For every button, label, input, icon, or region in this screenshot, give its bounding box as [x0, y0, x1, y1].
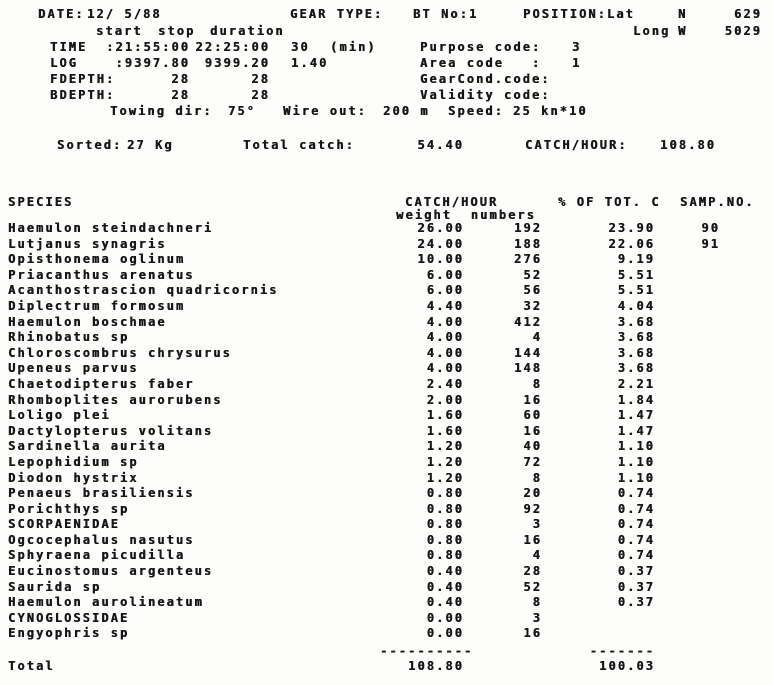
species-weight: 1.20	[426, 454, 464, 469]
species-numbers: 16	[523, 532, 542, 547]
speed-label: Speed:	[448, 104, 504, 118]
time-start: :21:55:00	[106, 40, 190, 54]
species-numbers: 412	[514, 314, 542, 329]
species-name: Haemulon boschmae	[8, 314, 167, 329]
species-numbers: 3	[532, 610, 542, 625]
log-label: LOG	[50, 56, 78, 70]
species-name: Sphyraena picudilla	[8, 548, 186, 563]
gear-type-label: GEAR TYPE:	[290, 7, 384, 21]
species-numbers: 8	[532, 595, 542, 610]
species-weight: 0.40	[426, 595, 464, 610]
species-pct: 1.10	[617, 470, 655, 485]
fdepth-start: 28	[171, 72, 190, 86]
species-name: Penaeus brasiliensis	[8, 486, 195, 501]
species-pct: 0.74	[617, 486, 655, 501]
species-pct: 1.84	[617, 392, 655, 407]
species-weight: 4.00	[426, 345, 464, 360]
species-row	[0, 548, 773, 564]
species-name: SCORPAENIDAE	[8, 517, 120, 532]
towing-dir-value: 75°	[228, 104, 256, 118]
species-numbers: 192	[514, 221, 542, 235]
species-weight: 0.80	[426, 548, 464, 563]
species-name: Chaetodipterus faber	[8, 376, 195, 391]
sorted-value: 27 Kg	[127, 138, 174, 152]
fdepth-label: FDEPTH:	[50, 72, 116, 86]
total-pct: 100.03	[599, 659, 655, 673]
area-code-label: Area code :	[420, 56, 542, 70]
pct-column-header: % OF TOT. C	[558, 195, 661, 209]
species-row	[0, 221, 773, 237]
total-catch-value: 54.40	[417, 138, 464, 152]
pct-total-dashes: -------	[589, 644, 655, 658]
species-pct: 5.51	[617, 267, 655, 282]
species-row	[0, 346, 773, 362]
species-row	[0, 330, 773, 346]
species-pct: 2.21	[617, 376, 655, 391]
species-row	[0, 564, 773, 580]
species-numbers: 32	[523, 298, 542, 313]
species-row	[0, 517, 773, 533]
species-name: Diplectrum formosum	[8, 298, 186, 313]
species-weight: 1.20	[426, 439, 464, 454]
species-weight: 0.40	[426, 564, 464, 579]
total-catch-label: Total catch:	[243, 138, 355, 152]
date-value: 12/ 5/88	[87, 7, 162, 21]
species-pct: 0.37	[617, 579, 655, 594]
species-name: Lutjanus synagris	[8, 236, 167, 251]
species-numbers: 16	[523, 423, 542, 438]
species-row	[0, 486, 773, 502]
species-row	[0, 237, 773, 253]
species-name: Porichthys sp	[8, 501, 130, 516]
species-numbers: 8	[532, 376, 542, 391]
species-row	[0, 393, 773, 409]
area-code-value: 1	[572, 56, 582, 70]
species-column-header: SPECIES	[8, 195, 74, 209]
species-name: Upeneus parvus	[8, 361, 139, 376]
species-name: Sardinella aurita	[8, 439, 167, 454]
species-weight: 0.00	[426, 610, 464, 625]
species-name: Priacanthus arenatus	[8, 267, 195, 282]
species-row	[0, 502, 773, 518]
species-pct: 1.10	[617, 454, 655, 469]
species-pct: 9.19	[617, 252, 655, 267]
long-value: 5029	[724, 24, 762, 38]
column-start-label: start	[96, 24, 143, 38]
catch-hour-column-header: CATCH/HOUR	[405, 195, 499, 209]
species-pct: 1.47	[617, 408, 655, 423]
log-stop: 9399.20	[204, 56, 270, 70]
species-numbers: 8	[532, 470, 542, 485]
species-weight: 1.60	[426, 408, 464, 423]
species-row	[0, 315, 773, 331]
species-weight: 1.60	[426, 423, 464, 438]
species-rows	[0, 221, 773, 642]
purpose-code-label: Purpose code:	[420, 40, 542, 54]
species-numbers: 148	[514, 361, 542, 376]
sampno-column-header: SAMP.NO.	[680, 195, 755, 209]
species-pct: 0.74	[617, 532, 655, 547]
catch-hour-value: 108.80	[660, 138, 716, 152]
bdepth-stop: 28	[251, 88, 270, 102]
species-weight: 0.80	[426, 501, 464, 516]
species-pct: 0.74	[617, 501, 655, 516]
species-row	[0, 268, 773, 284]
species-weight: 0.80	[426, 486, 464, 501]
column-duration-label: duration	[210, 24, 285, 38]
species-pct: 3.68	[617, 330, 655, 345]
numbers-subheader: numbers	[470, 208, 536, 222]
species-pct: 1.10	[617, 439, 655, 454]
species-pct: 0.74	[617, 517, 655, 532]
date-label: DATE:	[38, 7, 85, 21]
species-numbers: 16	[523, 392, 542, 407]
species-weight: 10.00	[417, 252, 464, 267]
species-weight: 4.00	[426, 330, 464, 345]
log-duration: 1.40	[291, 56, 329, 70]
species-numbers: 56	[523, 283, 542, 298]
species-row	[0, 283, 773, 299]
species-pct: 1.47	[617, 423, 655, 438]
species-pct: 0.37	[617, 564, 655, 579]
species-name: Loligo plei	[8, 408, 111, 423]
species-weight: 0.80	[426, 532, 464, 547]
species-weight: 26.00	[417, 221, 464, 235]
species-weight: 2.40	[426, 376, 464, 391]
species-sampno: 90	[701, 221, 720, 235]
species-name: Engyophris sp	[8, 626, 130, 641]
bdepth-start: 28	[171, 88, 190, 102]
species-name: Haemulon steindachneri	[8, 221, 214, 235]
species-row	[0, 252, 773, 268]
species-numbers: 52	[523, 579, 542, 594]
species-weight: 0.80	[426, 517, 464, 532]
purpose-code-value: 3	[572, 40, 582, 54]
species-row	[0, 361, 773, 377]
position-label: POSITION:Lat	[523, 7, 635, 21]
species-weight: 4.00	[426, 361, 464, 376]
time-duration: 30	[291, 40, 310, 54]
species-weight: 1.20	[426, 470, 464, 485]
species-name: Ogcocephalus nasutus	[8, 532, 195, 547]
sorted-label: Sorted:	[57, 138, 123, 152]
species-row	[0, 471, 773, 487]
species-row	[0, 439, 773, 455]
time-unit: (min)	[330, 40, 377, 54]
long-hemisphere: W	[678, 24, 688, 38]
species-row	[0, 611, 773, 627]
species-name: Eucinostomus argenteus	[8, 564, 214, 579]
species-name: Dactylopterus volitans	[8, 423, 214, 438]
species-numbers: 188	[514, 236, 542, 251]
wire-out-value: 200 m	[383, 104, 430, 118]
species-pct: 3.68	[617, 314, 655, 329]
species-pct: 5.51	[617, 283, 655, 298]
species-name: Rhomboplites aurorubens	[8, 392, 223, 407]
towing-dir-label: Towing dir:	[110, 104, 213, 118]
species-name: Diodon hystrix	[8, 470, 139, 485]
long-label: Long	[633, 24, 671, 38]
log-start: :9397.80	[115, 56, 190, 70]
species-pct: 0.37	[617, 595, 655, 610]
species-weight: 6.00	[426, 267, 464, 282]
species-numbers: 4	[532, 330, 542, 345]
species-numbers: 144	[514, 345, 542, 360]
total-row-label: Total	[8, 659, 55, 673]
species-numbers: 16	[523, 626, 542, 641]
column-stop-label: stop	[158, 24, 196, 38]
species-name: Acanthostrascion quadricornis	[8, 283, 279, 298]
species-weight: 4.40	[426, 298, 464, 313]
species-row	[0, 424, 773, 440]
species-weight: 24.00	[417, 236, 464, 251]
species-numbers: 276	[514, 252, 542, 267]
weight-subheader: weight	[396, 208, 452, 222]
species-numbers: 52	[523, 267, 542, 282]
species-row	[0, 377, 773, 393]
catch-hour-label: CATCH/HOUR:	[525, 138, 628, 152]
species-pct: 0.74	[617, 548, 655, 563]
species-name: Haemulon aurolineatum	[8, 595, 204, 610]
species-name: Rhinobatus sp	[8, 330, 130, 345]
gearcond-code-label: GearCond.code:	[420, 72, 551, 86]
species-row	[0, 408, 773, 424]
species-row	[0, 533, 773, 549]
species-numbers: 72	[523, 454, 542, 469]
species-numbers: 28	[523, 564, 542, 579]
species-numbers: 3	[532, 517, 542, 532]
species-name: Chloroscombrus chrysurus	[8, 345, 232, 360]
lat-value: 629	[734, 7, 762, 21]
species-name: Saurida sp	[8, 579, 102, 594]
species-weight: 0.00	[426, 626, 464, 641]
species-row	[0, 595, 773, 611]
validity-code-label: Validity code:	[420, 88, 551, 102]
total-weight: 108.80	[408, 659, 464, 673]
species-numbers: 60	[523, 408, 542, 423]
gear-type-value: BT No:1	[413, 7, 479, 21]
species-name: Opisthonema oglinum	[8, 252, 186, 267]
species-numbers: 40	[523, 439, 542, 454]
species-numbers: 20	[523, 486, 542, 501]
species-weight: 2.00	[426, 392, 464, 407]
species-row	[0, 626, 773, 642]
species-pct: 23.90	[608, 221, 655, 235]
bdepth-label: BDEPTH:	[50, 88, 116, 102]
species-numbers: 92	[523, 501, 542, 516]
weight-total-dashes: ----------	[380, 644, 474, 658]
species-pct: 22.06	[608, 236, 655, 251]
species-row	[0, 455, 773, 471]
time-label: TIME	[50, 40, 88, 54]
species-name: CYNOGLOSSIDAE	[8, 610, 130, 625]
species-weight: 4.00	[426, 314, 464, 329]
species-name: Lepophidium sp	[8, 454, 139, 469]
lat-hemisphere: N	[678, 7, 688, 21]
species-sampno: 91	[701, 236, 720, 251]
species-numbers: 4	[532, 548, 542, 563]
wire-out-label: Wire out:	[283, 104, 367, 118]
species-pct: 4.04	[617, 298, 655, 313]
fdepth-stop: 28	[251, 72, 270, 86]
speed-value: 25 kn*10	[513, 104, 588, 118]
species-row	[0, 580, 773, 596]
species-pct: 3.68	[617, 361, 655, 376]
species-weight: 6.00	[426, 283, 464, 298]
time-stop: 22:25:00	[195, 40, 270, 54]
species-weight: 0.40	[426, 579, 464, 594]
species-row	[0, 299, 773, 315]
species-pct: 3.68	[617, 345, 655, 360]
